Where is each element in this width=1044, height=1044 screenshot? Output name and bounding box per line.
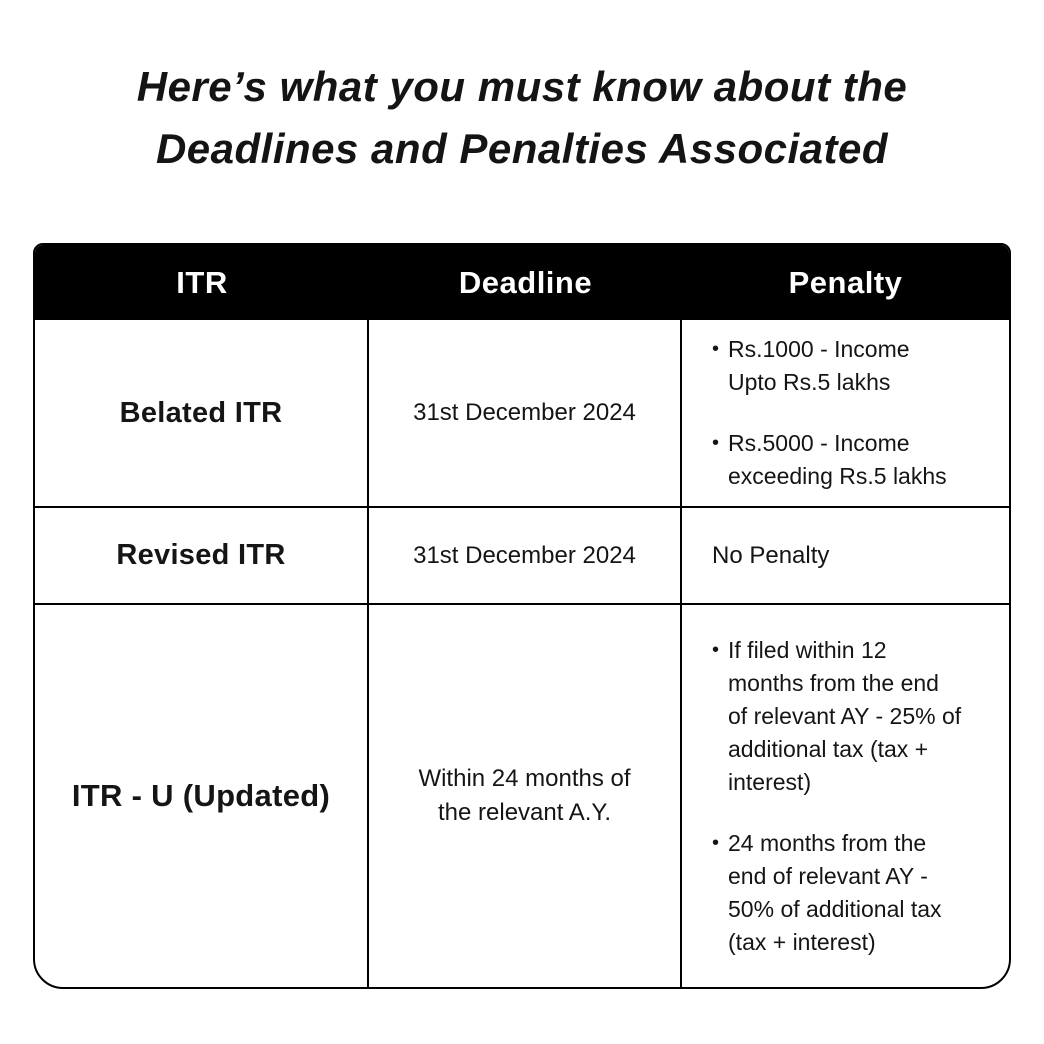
bullet-icon: • xyxy=(712,831,720,854)
page-title xyxy=(0,56,1044,180)
bullet-icon: • xyxy=(712,338,720,360)
penalty-bullet-text: Rs.1000 - Income Upto Rs.5 lakhs xyxy=(728,336,910,395)
cell-deadline-updated xyxy=(369,605,682,987)
cell-itr-updated xyxy=(35,605,369,987)
penalty-no-penalty-text: No Penalty xyxy=(712,542,830,569)
itr-deadlines-penalties-table xyxy=(33,243,1011,989)
cell-penalty-updated xyxy=(682,605,1009,987)
cell-deadline-revised-text: 31st December 2024 xyxy=(413,541,636,569)
bullet-icon: • xyxy=(712,638,720,661)
cell-deadline-belated-text: 31st December 2024 xyxy=(413,399,636,426)
column-header-itr: ITR xyxy=(176,264,228,300)
page-title-line-2: Deadlines and Penalties Associated xyxy=(155,125,889,172)
cell-penalty-revised xyxy=(682,508,1009,605)
cell-penalty-belated xyxy=(682,320,1009,508)
penalty-bullet-item xyxy=(712,827,964,959)
cell-itr-revised xyxy=(35,508,369,605)
page-title-line-1: Here’s what you must know about the xyxy=(136,63,908,110)
penalty-bullet-item xyxy=(712,634,964,799)
penalty-bullet-item xyxy=(712,333,964,399)
cell-deadline-belated xyxy=(369,320,682,508)
cell-itr-revised-label: Revised ITR xyxy=(116,539,286,571)
cell-itr-belated xyxy=(35,320,369,508)
cell-deadline-revised xyxy=(369,508,682,605)
column-header-deadline: Deadline xyxy=(458,264,593,300)
penalty-bullet-text: Rs.5000 - Income exceeding Rs.5 lakhs xyxy=(728,430,947,489)
table-header-row xyxy=(35,245,1009,320)
penalty-bullet-text: 24 months from the end of relevant AY - 50% of additional tax (tax + interest) xyxy=(728,829,942,955)
bullet-icon: • xyxy=(712,432,720,454)
cell-itr-updated-label: ITR - U (Updated) xyxy=(71,778,331,813)
table-body xyxy=(35,320,1009,987)
column-header-penalty: Penalty xyxy=(788,264,903,300)
cell-deadline-updated-text: Within 24 months of the relevant A.Y. xyxy=(418,765,631,826)
penalty-bullet-text: If filed within 12 months from the end of relevant AY - 25% of additional tax (tax + interest) xyxy=(728,636,962,795)
cell-itr-belated-label: Belated ITR xyxy=(119,396,283,429)
penalty-bullet-item xyxy=(712,427,964,493)
